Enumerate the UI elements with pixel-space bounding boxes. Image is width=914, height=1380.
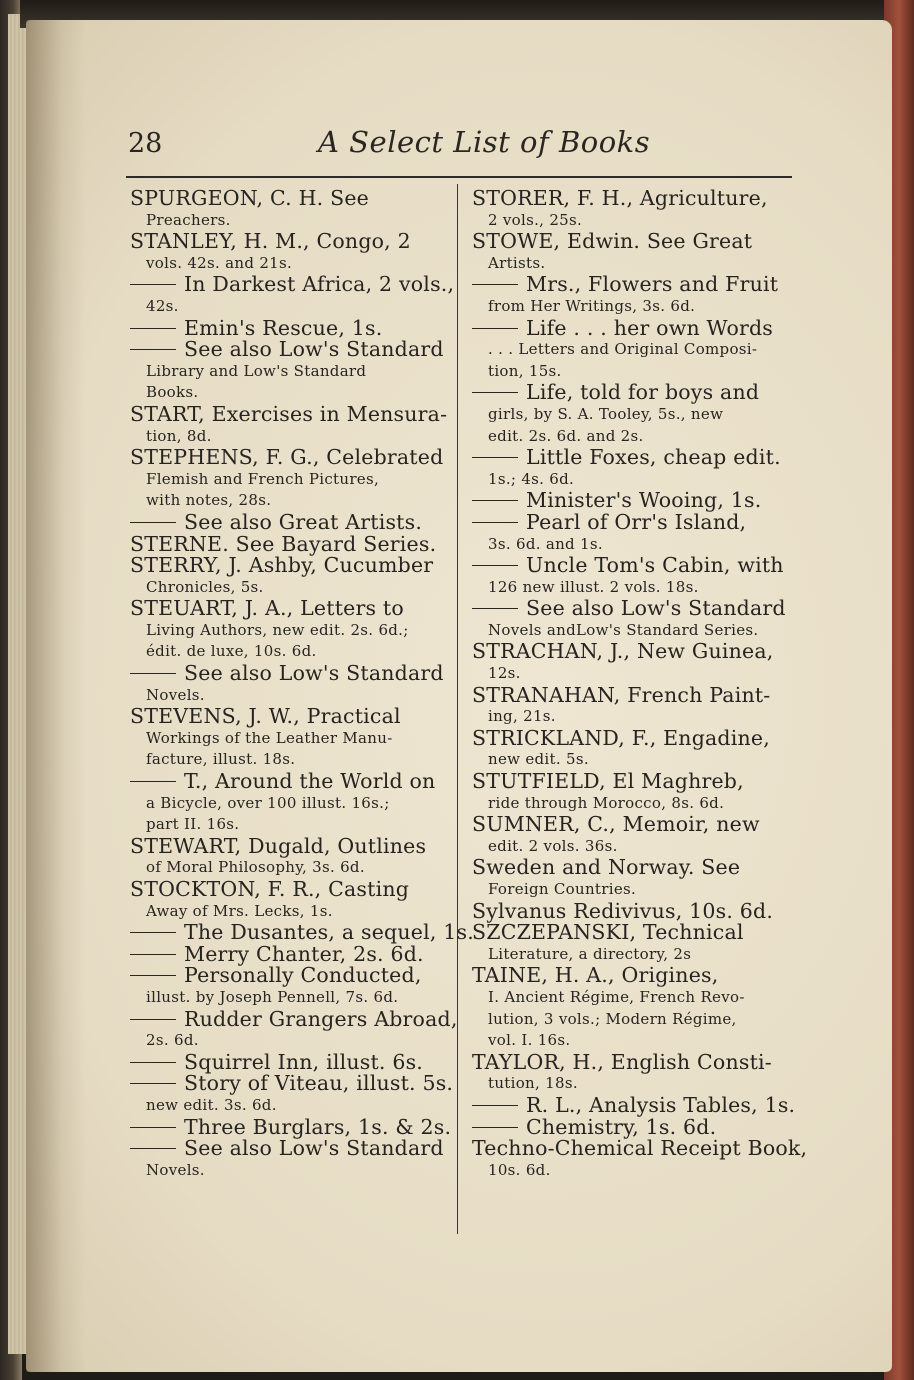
entry-heading: See also Great Artists. <box>184 509 423 534</box>
ditto-dash <box>472 457 518 458</box>
catalog-entry <box>472 382 790 447</box>
ditto-dash <box>130 1062 176 1063</box>
entry-heading: Sweden and Norway. See <box>472 855 741 880</box>
entry-heading: STEPHENS, F. G., Celebrated <box>130 445 444 470</box>
entry-detail: girls, by S. A. Tooley, 5s., new <box>488 404 724 423</box>
catalog-entry <box>130 531 445 556</box>
entry-heading: STOWE, Edwin. See Great <box>472 229 753 254</box>
catalog-entry <box>472 315 790 383</box>
running-title: A Select List of Books <box>318 125 651 159</box>
catalog-entry <box>130 1049 445 1074</box>
entry-heading: Pearl of Orr's Island, <box>526 509 747 534</box>
entry-heading: STRICKLAND, F., Engadine, <box>472 725 770 750</box>
ditto-dash <box>130 1083 176 1084</box>
entry-heading: STORER, F. H., Agriculture, <box>472 186 768 210</box>
entry-detail: . . . Letters and Original Composi- <box>488 340 758 359</box>
entry-heading: Uncle Tom's Cabin, with <box>526 553 784 578</box>
entry-heading: STEVENS, J. W., Practical <box>130 704 401 729</box>
entry-heading: STEUART, J. A., Letters to <box>130 596 404 621</box>
entry-detail: 12s. <box>488 664 521 683</box>
entry-heading: See also Low's Standard <box>184 1136 444 1161</box>
catalog-entry <box>472 274 790 317</box>
entry-heading: See also Low's Standard <box>184 337 444 362</box>
catalog-entry <box>472 490 790 512</box>
ditto-dash <box>130 1148 176 1149</box>
entry-detail: 10s. 6d. <box>488 1160 551 1179</box>
entry-heading: Techno-Chemical Receipt Book, <box>472 1136 808 1161</box>
entry-heading: See also Low's Standard <box>526 596 786 621</box>
entry-detail: part II. 16s. <box>146 815 240 834</box>
entry-detail: Novels. <box>146 1160 205 1179</box>
catalog-entry <box>130 509 445 534</box>
entry-detail: tion, 15s. <box>488 361 562 380</box>
entry-detail: 126 new illust. 2 vols. 18s. <box>488 577 699 596</box>
entry-heading: TAINE, H. A., Origines, <box>472 963 719 988</box>
catalog-entry <box>130 598 445 663</box>
catalog-entry <box>472 898 790 923</box>
ditto-dash <box>472 1105 518 1106</box>
ditto-dash <box>130 975 176 976</box>
entry-detail: tion, 8d. <box>146 426 212 445</box>
entry-heading: T., Around the World on <box>184 769 436 794</box>
catalog-entry <box>472 447 790 490</box>
ditto-dash <box>130 284 176 285</box>
catalog-entry <box>472 1049 790 1095</box>
catalog-entry <box>472 641 790 684</box>
entry-detail: vols. 42s. and 21s. <box>146 253 293 272</box>
catalog-entry <box>472 598 790 641</box>
entry-heading: STRANAHAN, French Paint- <box>472 682 771 707</box>
ditto-dash <box>130 1127 176 1128</box>
entry-heading: STUTFIELD, El Maghreb, <box>472 769 744 794</box>
entry-detail: Workings of the Leather Manu- <box>146 728 393 747</box>
entry-detail: new edit. 5s. <box>488 750 589 769</box>
catalog-entry <box>472 922 790 965</box>
catalog-entry <box>130 920 474 945</box>
entry-detail: Foreign Countries. <box>488 880 637 898</box>
entry-heading: Sylvanus Redivivus, 10s. 6d. <box>472 898 774 923</box>
entry-heading: STERRY, J. Ashby, Cucumber <box>130 553 434 578</box>
entry-detail: illust. by Joseph Pennell, 7s. 6d. <box>146 987 399 1006</box>
entry-heading: The Dusantes, a sequel, 1s. <box>184 920 474 945</box>
header-rule <box>126 176 792 178</box>
entry-heading: STANLEY, H. M., Congo, 2 <box>130 229 411 254</box>
catalog-entry <box>130 447 445 512</box>
entry-detail: ride through Morocco, 8s. 6d. <box>488 793 725 812</box>
catalog-entry <box>130 663 445 706</box>
entry-heading: Merry Chanter, 2s. 6d. <box>184 941 424 966</box>
entry-detail: facture, illust. 18s. <box>146 750 296 769</box>
ditto-dash <box>472 284 518 285</box>
entry-detail: 2 vols., 25s. <box>488 210 583 229</box>
entry-detail: 2s. 6d. <box>146 1031 199 1050</box>
entry-heading: SUMNER, C., Memoir, new <box>472 812 760 837</box>
catalog-entry <box>130 706 445 771</box>
entry-heading: Rudder Grangers Abroad, <box>184 1006 458 1031</box>
ditto-dash <box>472 328 518 329</box>
catalog-entry <box>472 1092 796 1117</box>
ditto-dash <box>472 565 518 566</box>
entry-detail: Flemish and French Pictures, <box>146 469 380 488</box>
entry-detail: edit. 2 vols. 36s. <box>488 836 618 855</box>
entry-detail: edit. 2s. 6d. and 2s. <box>488 426 644 445</box>
entry-heading: Three Burglars, 1s. & 2s. <box>184 1114 452 1139</box>
entry-heading: Life, told for boys and <box>526 380 760 405</box>
entry-heading: In Darkest Africa, 2 vols., <box>184 272 455 297</box>
entry-detail: new edit. 3s. 6d. <box>146 1095 277 1114</box>
catalog-entry <box>472 555 790 598</box>
entry-heading: Squirrel Inn, illust. 6s. <box>184 1049 424 1074</box>
entry-detail: of Moral Philosophy, 3s. 6d. <box>146 858 365 877</box>
entry-detail: 1s.; 4s. 6d. <box>488 469 575 488</box>
ditto-dash <box>472 522 518 523</box>
entry-heading: Emin's Rescue, 1s. <box>184 315 383 340</box>
ditto-dash <box>130 932 176 933</box>
catalog-entry <box>472 231 790 274</box>
entry-detail: Novels andLow's Standard Series. <box>488 620 759 639</box>
catalog-entry <box>130 879 445 922</box>
entry-heading: Chemistry, 1s. 6d. <box>526 1114 717 1139</box>
ditto-dash <box>130 954 176 955</box>
ditto-dash <box>130 522 176 523</box>
ditto-dash <box>130 349 176 350</box>
entry-detail: Away of Mrs. Lecks, 1s. <box>146 901 333 920</box>
ditto-dash <box>472 392 518 393</box>
entry-heading: Minister's Wooing, 1s. <box>526 488 762 513</box>
entry-detail: Preachers. <box>146 210 231 229</box>
ditto-dash <box>472 500 518 501</box>
ditto-dash <box>130 328 176 329</box>
catalog-entry <box>472 725 790 771</box>
entry-heading: Little Foxes, cheap edit. <box>526 445 781 470</box>
entry-detail: 3s. 6d. and 1s. <box>488 534 603 553</box>
column-divider <box>457 184 458 1234</box>
entry-heading: See also Low's Standard <box>184 661 444 686</box>
entry-heading: START, Exercises in Mensura- <box>130 401 448 426</box>
ditto-dash <box>472 1127 518 1128</box>
entry-detail: vol. I. 16s. <box>488 1031 571 1050</box>
entry-detail: Novels. <box>146 685 205 704</box>
entry-heading: STERNE. See Bayard Series. <box>130 531 437 556</box>
catalog-entry <box>130 1114 452 1139</box>
entry-detail: Literature, a directory, 2s <box>488 944 692 963</box>
catalog-entry <box>472 857 790 900</box>
gutter-shadow <box>26 20 86 1372</box>
catalog-entry <box>130 555 445 598</box>
left-column <box>130 186 474 1181</box>
entry-detail: Living Authors, new edit. 2s. 6d.; <box>146 620 409 639</box>
catalog-entry <box>130 272 455 317</box>
catalog-entry <box>130 941 445 966</box>
entry-heading: Personally Conducted, <box>184 963 422 988</box>
entry-detail: lution, 3 vols.; Modern Régime, <box>488 1009 737 1028</box>
entry-heading: Mrs., Flowers and Fruit <box>526 272 779 297</box>
catalog-entry <box>472 188 790 231</box>
entry-detail: 42s. <box>146 296 179 315</box>
entry-detail: from Her Writings, 3s. 6d. <box>488 296 696 315</box>
catalog-entry <box>130 401 448 447</box>
ditto-dash <box>130 781 176 782</box>
catalog-entry <box>472 509 790 555</box>
catalog-entry <box>130 339 445 404</box>
ditto-dash <box>130 673 176 674</box>
ditto-dash <box>130 1019 176 1020</box>
entry-detail: with notes, 28s. <box>146 491 272 510</box>
catalog-entry <box>472 1114 790 1139</box>
entry-detail: édit. de luxe, 10s. 6d. <box>146 642 317 661</box>
page-number: 28 <box>128 128 163 159</box>
catalog-entry <box>472 682 790 728</box>
entry-heading: STRACHAN, J., New Guinea, <box>472 639 774 664</box>
entry-detail: I. Ancient Régime, French Revo- <box>488 987 745 1006</box>
right-column <box>472 186 808 1181</box>
ditto-dash <box>472 608 518 609</box>
catalog-entry <box>130 1138 445 1181</box>
entry-detail: Books. <box>146 383 199 402</box>
entry-heading: R. L., Analysis Tables, 1s. <box>526 1092 796 1117</box>
catalog-entry <box>130 771 445 836</box>
catalog-entry <box>130 315 445 340</box>
entry-heading: SPURGEON, C. H. See <box>130 186 369 210</box>
catalog-entry <box>130 1006 458 1052</box>
entry-detail: a Bicycle, over 100 illust. 16s.; <box>146 793 390 812</box>
catalog-entry <box>130 1071 454 1116</box>
entry-detail: tution, 18s. <box>488 1074 578 1093</box>
entry-heading: Story of Viteau, illust. 5s. <box>184 1071 454 1096</box>
entry-heading: STEWART, Dugald, Outlines <box>130 833 427 858</box>
catalog-entry <box>130 231 445 274</box>
catalog-entry <box>130 188 445 231</box>
catalog-entry <box>472 965 790 1051</box>
entry-heading: STOCKTON, F. R., Casting <box>130 877 410 901</box>
entry-detail: Artists. <box>488 253 546 272</box>
catalog-entry <box>472 1136 808 1181</box>
catalog-entry <box>130 833 445 879</box>
entry-heading: Life . . . her own Words <box>526 315 774 340</box>
catalog-entry <box>130 965 445 1008</box>
entry-detail: Chronicles, 5s. <box>146 577 264 596</box>
entry-heading: SZCZEPANSKI, Technical <box>472 920 744 945</box>
catalog-entry <box>472 814 790 857</box>
entry-heading: TAYLOR, H., English Consti- <box>472 1049 772 1074</box>
entry-detail: ing, 21s. <box>488 707 556 726</box>
entry-detail: Library and Low's Standard <box>146 361 367 380</box>
catalog-entry <box>472 771 790 814</box>
